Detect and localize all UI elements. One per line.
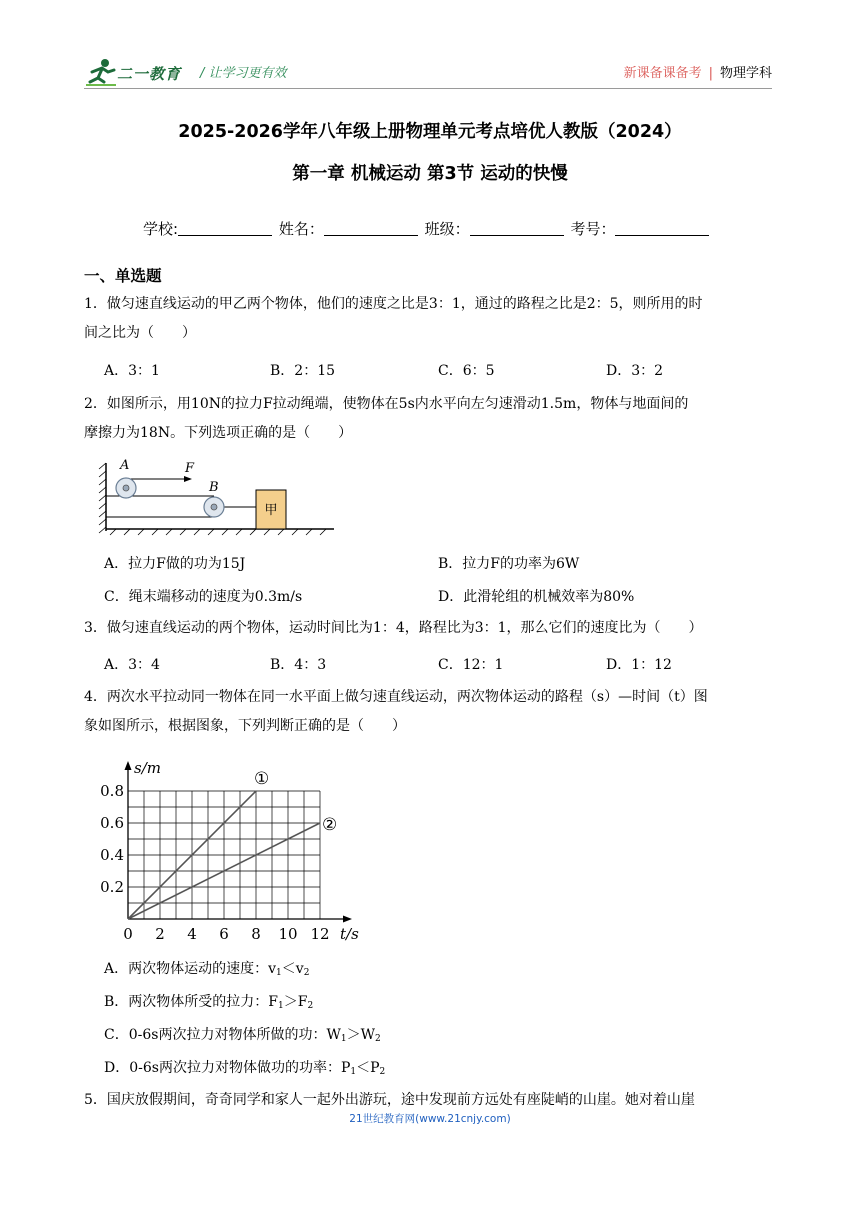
y-tick-label: 0.6 [100,814,124,832]
s-t-chart [90,752,380,947]
x-tick-label: 4 [187,925,197,943]
q1-option-a[interactable]: A．3：1 [104,363,160,379]
student-info [143,218,711,239]
x-tick-label: 12 [310,925,330,943]
section-heading: 一、单选题 [84,267,162,285]
q1-option-b[interactable]: B．2：15 [270,363,336,379]
header-separator: | [708,66,713,81]
y-axis-arrow [125,761,132,770]
label-a: A [120,458,130,473]
q3-option-a[interactable]: A．3：4 [104,657,160,673]
ground-hatching [110,529,326,535]
chart-axes [125,761,353,923]
page-subtitle: 第一章 机械运动 第3节 运动的快慢 [292,164,568,184]
footer: 21世纪教育网(www.21cnjy.com) [349,1113,511,1125]
school-field[interactable] [178,221,272,236]
q4-option-c[interactable]: C．0-6s两次拉力对物体所做的功：$W_1>W_2$ [104,1027,381,1044]
x-tick-label: 2 [155,925,165,943]
school-label: 学校: [143,220,179,238]
question-1-line-2: 间之比为（ ） [84,325,196,341]
runner-logo-icon [84,58,118,88]
number-field[interactable] [615,221,709,236]
question-4-line-1: 4．两次水平拉动同一物体在同一水平面上做匀速直线运动，两次物体运动的路程（s）—时间（t）图 [84,689,708,705]
q4-option-b[interactable]: B．两次物体所受的拉力：$F_1>F_2$ [104,994,314,1011]
y-tick-label: 0.2 [100,878,124,896]
q1-option-d[interactable]: D．3：2 [606,363,664,379]
number-label: 考号： [570,220,616,238]
question-1-line-1: 1．做匀速直线运动的甲乙两个物体，他们的速度之比是3：1，通过的路程之比是2：5，则所用的时 [84,296,703,312]
y-tick-label: 0.4 [100,846,124,864]
force-arrow [184,476,192,482]
x-tick-label: 0 [123,925,133,943]
q1-option-c[interactable]: C．6：5 [438,363,495,379]
class-label: 班级： [424,220,470,238]
question-2-line-2: 摩擦力为18N。下列选项正确的是（ ） [84,425,353,441]
question-1 [84,290,784,348]
question-5-line-1: 5．国庆放假期间，奇奇同学和家人一起外出游玩，途中发现前方远处有座陡峭的山崖。她对着山崖 [84,1092,695,1108]
question-2 [84,390,784,448]
q3-option-d[interactable]: D．1：12 [606,657,672,673]
q4-option-d[interactable]: D．0-6s两次拉力对物体做功的功率：$P_1<P_2$ [104,1060,386,1077]
chart-grid [128,791,320,919]
series-label-1: ① [254,769,270,789]
question-3 [84,614,784,643]
x-axis-label: t/s [340,925,359,943]
header-tag: 新课备课备考 [623,66,702,81]
x-axis-arrow [343,916,352,923]
x-tick-label: 8 [251,925,261,943]
q3-option-c[interactable]: C．12：1 [438,657,504,673]
q3-option-b[interactable]: B．4：3 [270,657,327,673]
q2-option-c[interactable]: C．绳末端移动的速度为0.3m/s [104,589,303,605]
y-tick-label: 0.8 [100,782,124,800]
pulley-b-axle [211,504,217,510]
q2-option-d[interactable]: D．此滑轮组的机械效率为80% [438,589,635,605]
slogan: / 让学习更有效 [200,66,287,81]
series-label-2: ② [322,815,338,835]
question-2-line-1: 2．如图所示，用10N的拉力F拉动绳端，使物体在5s内水平向左匀速滑动1.5m，物体与地面间的 [84,396,689,412]
class-field[interactable] [470,221,564,236]
name-field[interactable] [324,221,418,236]
block-label: 甲 [264,503,278,518]
label-f: F [185,461,195,476]
question-4-line-2: 象如图所示，根据图象，下列判断正确的是（ ） [84,718,406,734]
logo-text: 二一教育 [117,65,182,83]
name-label: 姓名： [278,220,324,238]
question-4 [84,683,784,741]
header-right [624,62,772,81]
page-title: 2025-2026学年八年级上册物理单元考点培优人教版（2024） [178,122,682,142]
q2-option-a[interactable]: A．拉力F做的功为15J [104,556,246,572]
q4-option-a[interactable]: A．两次物体运动的速度：$v_1<v_2$ [104,961,310,978]
pulley-a-axle [123,485,129,491]
header-divider [84,88,772,89]
y-axis-label: s/m [134,759,161,777]
q2-option-b[interactable]: B．拉力F的功率为6W [438,556,580,572]
question-3-line-1: 3．做匀速直线运动的两个物体，运动时间比为1：4，路程比为3：1，那么它们的速度比为（ ） [84,620,703,636]
header-subject: 物理学科 [719,66,772,81]
label-b: B [209,480,219,495]
pulley-figure [96,455,341,540]
x-tick-label: 6 [219,925,229,943]
wall-hatching [99,463,106,533]
x-tick-label: 10 [278,925,298,943]
